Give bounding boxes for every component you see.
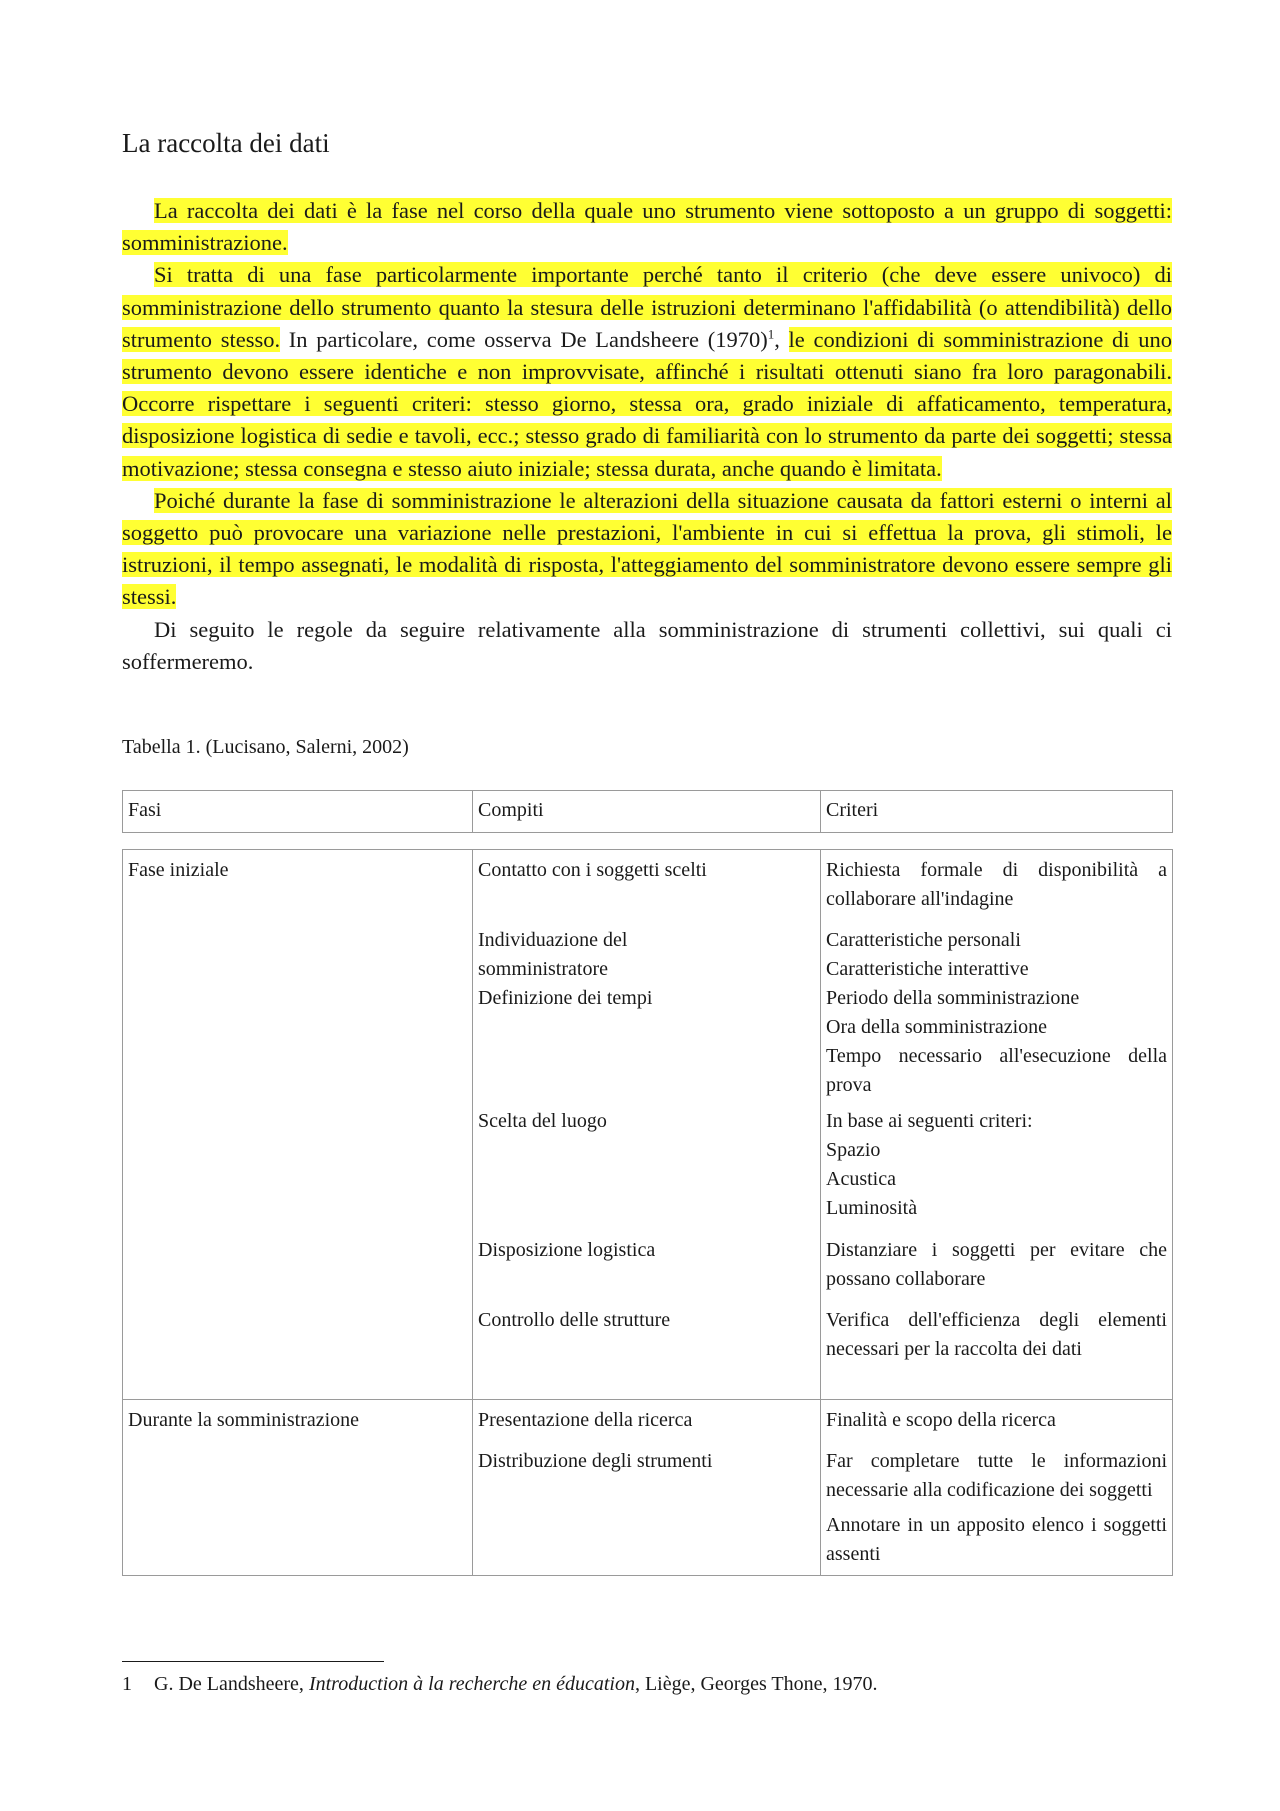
- body-text: [122, 195, 1172, 678]
- paragraph-1: [122, 195, 1172, 259]
- criteria-group: [826, 1107, 1167, 1236]
- criteria-item: Luminosità: [826, 1197, 918, 1219]
- criteria-group: [826, 1236, 1167, 1306]
- tasks-cell: [473, 850, 821, 1400]
- highlight-1: La raccolta dei dati è la fase nel corso della quale uno strumento viene sottoposto a un gruppo di soggetti: somministrazione.: [122, 198, 1172, 256]
- criteria-item: Richiesta formale di disponibilità a collaborare all'indagine: [826, 859, 1167, 910]
- task-item: Individuazione del somministratore: [478, 929, 628, 980]
- task-item: Contatto con i soggetti scelti: [478, 859, 707, 881]
- phase-cell: Durante la somministrazione: [123, 1400, 473, 1576]
- table-row: [123, 1400, 1173, 1576]
- criteria-item: Ora della somministrazione: [826, 1016, 1048, 1038]
- header-compiti: Compiti: [473, 791, 821, 833]
- tasks-cell: [473, 1400, 821, 1576]
- footnote-ref[interactable]: 1: [767, 326, 775, 342]
- task-item: Presentazione della ricerca: [478, 1409, 693, 1431]
- section-title: La raccolta dei dati: [122, 128, 330, 158]
- criteria-cell: [821, 1400, 1173, 1576]
- criteria-item: Distanziare i soggetti per evitare che possano collaborare: [826, 1239, 1167, 1290]
- criteria-group: [826, 1447, 1167, 1505]
- paragraph-2-comma: ,: [774, 326, 789, 352]
- paragraph-4: Di seguito le regole da seguire relativamente alla somministrazione di strumenti collettivi, sui quali ci soffermeremo.: [122, 616, 1172, 674]
- paragraph-2: [122, 259, 1172, 484]
- task-item: Disposizione logistica: [478, 1239, 656, 1261]
- footnote: [122, 1670, 878, 1698]
- criteria-group: [826, 984, 1167, 1107]
- footnote-publisher: , Liège, Georges Thone, 1970.: [634, 1673, 878, 1695]
- criteria-cell: [821, 850, 1173, 1400]
- criteria-group: [826, 1306, 1167, 1364]
- phases-table: [122, 849, 1173, 1576]
- criteria-item: Spazio: [826, 1139, 881, 1161]
- footnote-number: 1: [122, 1673, 132, 1695]
- highlight-2b: le condizioni di somministrazione di uno strumento devono essere identiche e non improvvisate, affinché i risultati ottenuti siano fra loro paragonabili. Occorre rispettare i seguenti criteri: stesso giorno, stessa ora, grado iniziale di affaticamento, temperatura, disposizione logistica di sedie e tavoli, ecc.; stesso grado di familiarità con lo strumento da parte dei soggetti; stessa motivazione; stessa consegna e stesso aiuto iniziale; stessa durata, anche quando è limitata.: [122, 326, 1172, 481]
- criteria-item: Tempo necessario all'esecuzione della prova: [826, 1045, 1167, 1096]
- criteria-group: [826, 856, 1167, 926]
- table-caption: Tabella 1. (Lucisano, Salerni, 2002): [122, 736, 409, 758]
- highlight-2a: Si tratta di una fase particolarmente importante perché tanto il criterio (che deve essere univoco) di somministrazione dello strumento quanto la stesura delle istruzioni determinano l'affidabilità (o attendibilità) dello strumento stesso.: [122, 262, 1172, 352]
- criteria-item: Finalità e scopo della ricerca: [826, 1409, 1056, 1431]
- footnote-author: G. De Landsheere,: [154, 1673, 309, 1695]
- criteria-item: Caratteristiche personali: [826, 929, 1021, 951]
- criteria-group: [826, 926, 1167, 984]
- criteria-item: Annotare in un apposito elenco i soggetti assenti: [826, 1514, 1167, 1565]
- criteria-group: [826, 1511, 1167, 1569]
- criteria-item: Caratteristiche interattive: [826, 958, 1029, 980]
- highlight-3: Poiché durante la fase di somministrazione le alterazioni della situazione causata da fattori esterni o interni al soggetto può provocare una variazione nelle prestazioni, l'ambiente in cui si effettua la prova, gli stimoli, le istruzioni, il tempo assegnati, le modalità di risposta, l'atteggiamento del somministratore devono essere sempre gli stessi.: [122, 487, 1172, 610]
- paragraph-2-plain: In particolare, come osserva De Landsheere (1970): [280, 326, 768, 352]
- criteria-item: Verifica dell'efficienza degli elementi necessari per la raccolta dei dati: [826, 1309, 1167, 1360]
- table-header: [122, 790, 1173, 833]
- task-item: Controllo delle strutture: [478, 1309, 671, 1331]
- task-item: Scelta del luogo: [478, 1110, 607, 1132]
- footnote-divider: [122, 1661, 384, 1662]
- criteria-item: Periodo della somministrazione: [826, 987, 1080, 1009]
- table-row: [123, 850, 1173, 1400]
- paragraph-3: [122, 485, 1172, 614]
- header-fasi: Fasi: [123, 791, 473, 833]
- criteria-group: [826, 1406, 1167, 1447]
- criteria-item: Acustica: [826, 1168, 896, 1190]
- task-item: Distribuzione degli strumenti: [478, 1450, 713, 1472]
- criteria-item: Far completare tutte le informazioni necessarie alla codificazione dei soggetti: [826, 1450, 1167, 1501]
- task-item: Definizione dei tempi: [478, 987, 653, 1009]
- phase-cell: Fase iniziale: [123, 850, 473, 1400]
- footnote-work-title: Introduction à la recherche en éducation: [308, 1673, 635, 1695]
- criteria-item: In base ai seguenti criteri:: [826, 1110, 1033, 1132]
- header-criteri: Criteri: [821, 791, 1173, 833]
